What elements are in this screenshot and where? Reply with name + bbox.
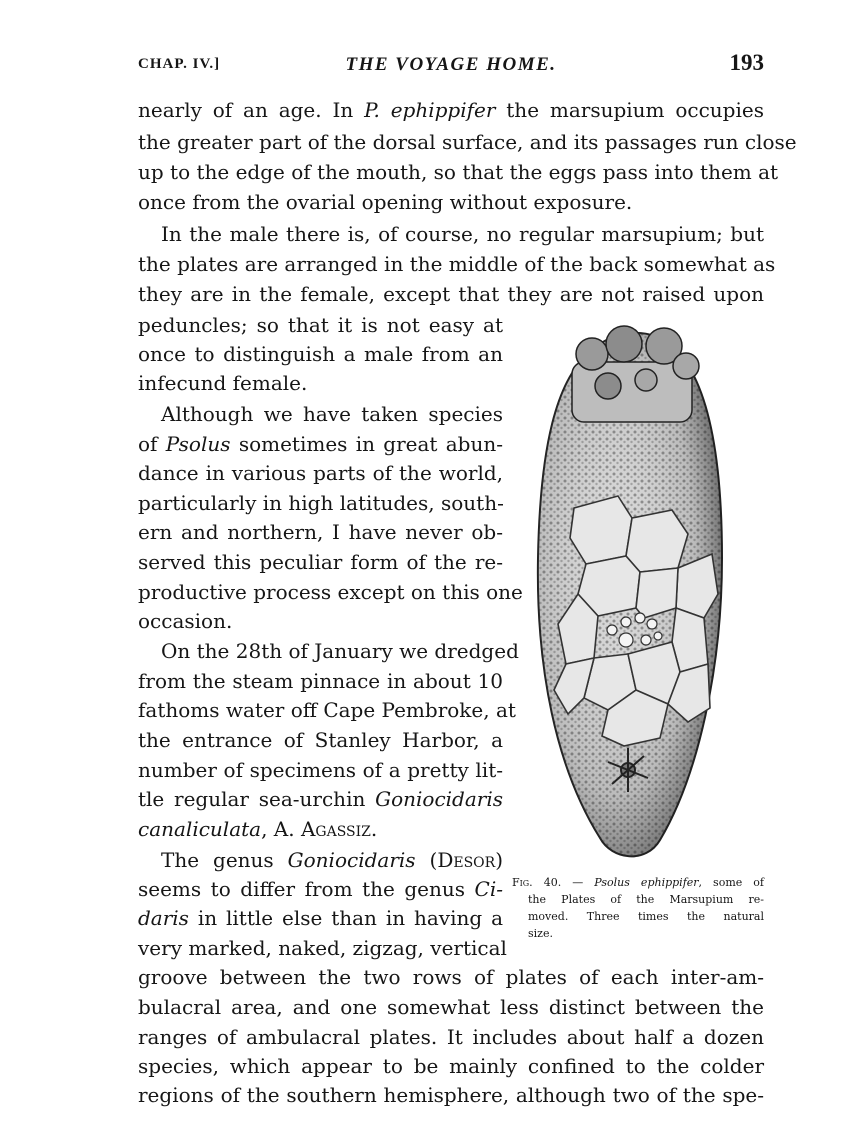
- text-line: The genus Goniocidaris (Desor): [161, 848, 503, 872]
- text-line: the plates are arranged in the middle of the back somewhat as: [138, 252, 776, 276]
- text-line: occasion.: [138, 609, 233, 633]
- text-line: productive process except on this one: [138, 580, 523, 604]
- running-head: [138, 50, 764, 80]
- text-line: On the 28th of January we dredged: [161, 639, 519, 663]
- text-line: ranges of ambulacral plates. It includes about half a dozen: [138, 1025, 764, 1049]
- text-line: nearly of an age. In P. ephippifer the marsupium occupies: [138, 98, 764, 122]
- caption-line: size.: [528, 927, 553, 940]
- text-line: infecund female.: [138, 371, 308, 395]
- figure-illustration: [528, 318, 736, 870]
- text-line: of Psolus sometimes in great abun-: [138, 432, 503, 456]
- text-line: they are in the female, except that they are not raised upon: [138, 282, 764, 306]
- text-line: very marked, naked, zigzag, vertical: [138, 936, 507, 960]
- text-line: groove between the two rows of plates of each inter-am-: [138, 965, 764, 989]
- caption-line: Fig. 40. — Psolus ephippifer, some of: [512, 876, 764, 889]
- text-line: the greater part of the dorsal surface, and its passages run close: [138, 130, 797, 154]
- tentacle-crown: [572, 326, 699, 422]
- text-line: from the steam pinnace in about 10: [138, 669, 503, 693]
- text-line: Although we have taken species: [161, 402, 503, 426]
- text-line: bulacral area, and one somewhat less distinct between the: [138, 995, 764, 1019]
- text-line: particularly in high latitudes, south-: [138, 491, 504, 515]
- text-line: tle regular sea-urchin Goniocidaris: [138, 787, 503, 811]
- text-line: once from the ovarial opening without exposure.: [138, 190, 633, 214]
- text-line: daris in little else than in having a: [138, 906, 503, 930]
- running-title: THE VOYAGE HOME.: [345, 54, 557, 75]
- sea-cucumber-illustration: [528, 318, 736, 870]
- text-line: peduncles; so that it is not easy at: [138, 313, 503, 337]
- caption-line: the Plates of the Marsupium re-: [528, 893, 764, 906]
- text-line: once to distinguish a male from an: [138, 342, 503, 366]
- text-line: seems to differ from the genus Ci-: [138, 877, 503, 901]
- page-number: 193: [729, 50, 764, 75]
- text-line: ern and northern, I have never ob-: [138, 520, 503, 544]
- text-line: number of specimens of a pretty lit-: [138, 758, 503, 782]
- text-line: the entrance of Stanley Harbor, a: [138, 728, 503, 752]
- text-line: In the male there is, of course, no regular marsupium; but: [161, 222, 764, 246]
- text-line: up to the edge of the mouth, so that the eggs pass into them at: [138, 160, 779, 184]
- caption-line: moved. Three times the natural: [528, 910, 764, 923]
- text-line: dance in various parts of the world,: [138, 461, 503, 485]
- text-line: regions of the southern hemisphere, although two of the spe-: [138, 1083, 764, 1107]
- text-line: canaliculata, A. Agassiz.: [138, 817, 378, 841]
- chapter-label: CHAP. IV.]: [138, 56, 221, 72]
- text-line: species, which appear to be mainly confined to the colder: [138, 1054, 764, 1078]
- text-line: served this peculiar form of the re-: [138, 550, 503, 574]
- figure-caption: [512, 874, 764, 942]
- text-line: fathoms water off Cape Pembroke, at: [138, 698, 516, 722]
